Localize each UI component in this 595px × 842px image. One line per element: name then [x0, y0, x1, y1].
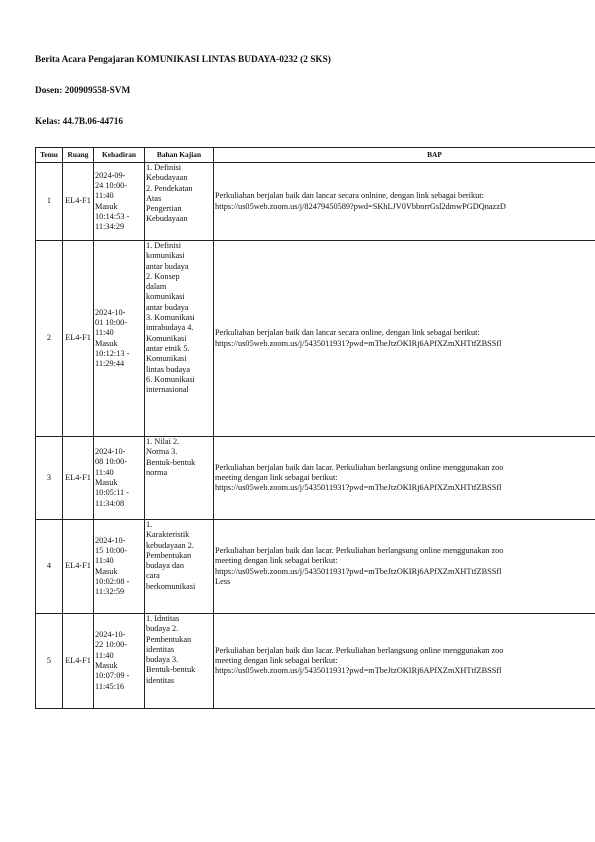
bahan-line: komunikasi — [146, 292, 185, 302]
kehadiran-line: 08 10:00- — [95, 457, 128, 467]
bap-line: https://us05web.zoom.us/j/5435011931?pwd=mTbeJtzOKIRj6APfXZmXHTtfZBSSfl — [215, 338, 502, 348]
kehadiran-line: 11:40 — [95, 556, 114, 566]
bahan-line: 6. Komunikasi — [146, 374, 195, 384]
kehadiran-line: 10:12:13 - — [95, 348, 130, 358]
cell-ruang: EL4-F1 — [63, 614, 94, 709]
bahan-line: Norma 3. — [146, 447, 178, 457]
bahan-line: Pengertian — [146, 204, 182, 214]
col-header-temu: Temu — [36, 148, 63, 163]
bahan-line: Komunikasi — [146, 333, 187, 343]
document-title: Berita Acara Pengajaran KOMUNIKASI LINTAS BUDAYA-0232 (2 SKS) — [35, 55, 331, 65]
kehadiran-line: 11:40 — [95, 328, 114, 338]
bap-line: Perkuliahan berjalan baik dan lacar. Perkuliahan berlangsung online menggunakan zoo — [215, 545, 504, 555]
bahan-line: Karakteristik — [146, 530, 190, 540]
kehadiran-line: 11:45:16 — [95, 681, 125, 691]
bap-line: https://us05web.zoom.us/j/5435011931?pwd=mTbeJtzOKIRj6APfXZmXHTtfZBSSfl — [215, 483, 502, 493]
cell-kehadiran — [94, 614, 145, 709]
cell-bap — [214, 437, 595, 520]
bahan-line: Kebudayaan — [146, 214, 188, 224]
bahan-line: Bentuk-bentuk — [146, 457, 196, 467]
cell-bahan-kajian — [145, 520, 214, 614]
kehadiran-line: Masuk — [95, 478, 118, 487]
cell-temu: 2 — [36, 241, 63, 437]
bahan-line: cara — [146, 571, 160, 581]
bahan-line: intrabudaya 4. — [146, 323, 194, 333]
kehadiran-line: Masuk — [95, 338, 118, 348]
bahan-line: identitas — [146, 644, 175, 654]
bap-line: https://us05web.zoom.us/j/82479450589?pwd=SKhLJV0VbbnrrGsl2dmwPGDQnazzD — [215, 201, 506, 211]
bap-line: Less — [215, 576, 231, 586]
bap-line: https://us05web.zoom.us/j/5435011931?pwd=mTbeJtzOKIRj6APfXZmXHTtfZBSSfl — [215, 566, 502, 576]
bahan-line: Bentuk-bentuk — [146, 665, 196, 675]
table-row — [36, 163, 595, 241]
kehadiran-line: 11:34:29 — [95, 222, 125, 232]
bahan-line: antar budaya — [146, 261, 189, 271]
cell-bahan-kajian — [145, 437, 214, 520]
cell-bap — [214, 614, 595, 709]
kehadiran-line: 11:40 — [95, 650, 114, 660]
col-header-kehadiran: Kehadiran — [94, 148, 145, 163]
bahan-line: 1. Nilai 2. — [146, 437, 180, 446]
bahan-line: antar etnik 5. — [146, 343, 190, 353]
bahan-line: norma — [146, 467, 168, 477]
bahan-line: 1. Definisi — [146, 241, 182, 250]
bahan-line: antar budaya — [146, 302, 189, 312]
cell-bahan-kajian — [145, 241, 214, 437]
bap-line: meeting dengan link sebagai berikut: — [215, 556, 338, 566]
bap-table — [35, 147, 595, 709]
kehadiran-line: 2024-10- — [95, 307, 126, 317]
bahan-line: Komunikasi — [146, 354, 187, 364]
bahan-line: lintas budaya — [146, 364, 191, 374]
cell-kehadiran — [94, 520, 145, 614]
kehadiran-line: Masuk — [95, 661, 118, 670]
bahan-line: 2. Pendekatan — [146, 183, 193, 193]
cell-bap — [214, 520, 595, 614]
kehadiran-line: 22 10:00- — [95, 640, 128, 650]
kehadiran-line: Masuk — [95, 201, 118, 211]
bahan-line: budaya 2. — [146, 624, 179, 634]
kehadiran-line: 11:32:59 — [95, 587, 125, 597]
kehadiran-line: 11:34:08 — [95, 498, 125, 508]
bahan-line: Kebudayaan — [146, 173, 188, 183]
bahan-line: Atas — [146, 193, 162, 203]
kehadiran-line: 2024-10- — [95, 535, 126, 545]
bahan-line: 1. Definisi — [146, 163, 182, 172]
cell-kehadiran — [94, 437, 145, 520]
kehadiran-line: 2024-09- — [95, 170, 126, 180]
bap-line: Perkuliahan berjalan baik dan lacar. Perkuliahan berlangsung online menggunakan zoo — [215, 462, 504, 472]
kehadiran-line: 11:40 — [95, 467, 114, 477]
bahan-line: 1. — [146, 520, 153, 529]
bahan-line: komunikasi — [146, 251, 185, 261]
cell-temu: 3 — [36, 437, 63, 520]
table-row — [36, 437, 595, 520]
bap-line: Perkuliahan berjalan baik dan lacar. Perkuliahan berlangsung online menggunakan zoo — [215, 645, 504, 655]
col-header-bahan-kajian: Bahan Kajian — [145, 148, 214, 163]
cell-ruang: EL4-F1 — [63, 163, 94, 241]
bap-line: meeting dengan link sebagai berikut: — [215, 472, 338, 482]
kehadiran-line: 01 10:00- — [95, 317, 128, 327]
bahan-line: berkomunikasi — [146, 581, 196, 591]
kehadiran-line: 10:07:09 - — [95, 671, 130, 681]
lecturer-line: Dosen: 200909558-SVM — [35, 86, 131, 96]
cell-bahan-kajian — [145, 614, 214, 709]
kehadiran-line: 2024-10- — [95, 447, 126, 457]
cell-bap — [214, 241, 595, 437]
bahan-line: budaya dan — [146, 561, 185, 571]
table-row — [36, 520, 595, 614]
bahan-line: 1. Idntitas — [146, 614, 180, 623]
bahan-line: identitas — [146, 675, 175, 685]
cell-temu: 4 — [36, 520, 63, 614]
kehadiran-line: 10:14:53 - — [95, 211, 130, 221]
cell-bahan-kajian — [145, 163, 214, 241]
bahan-line: Pembentukan — [146, 634, 192, 644]
bahan-line: internasional — [146, 385, 189, 395]
col-header-bap: BAP — [214, 148, 595, 163]
class-line: Kelas: 44.7B.06-44716 — [35, 117, 124, 127]
bap-table-container — [35, 147, 595, 717]
kehadiran-line: 11:29:44 — [95, 359, 125, 369]
table-header-row — [36, 148, 595, 163]
cell-bap — [214, 163, 595, 241]
col-header-ruang: Ruang — [63, 148, 94, 163]
cell-ruang: EL4-F1 — [63, 241, 94, 437]
cell-kehadiran — [94, 241, 145, 437]
cell-temu: 5 — [36, 614, 63, 709]
kehadiran-line: 15 10:00- — [95, 545, 128, 555]
bap-line: Perkuliahan berjalan baik dan lancar secara online, dengan link sebagai berikut: — [215, 328, 480, 338]
bahan-line: budaya 3. — [146, 655, 179, 665]
kehadiran-line: 2024-10- — [95, 630, 126, 640]
kehadiran-line: 10:02:08 - — [95, 576, 130, 586]
bahan-line: Pembentukan — [146, 550, 192, 560]
bap-line: https://us05web.zoom.us/j/5435011931?pwd=mTbeJtzOKIRj6APfXZmXHTtfZBSSfl — [215, 666, 502, 676]
cell-temu: 1 — [36, 163, 63, 241]
bap-line: meeting dengan link sebagai berikut: — [215, 655, 338, 665]
bahan-line: kebudayaan 2. — [146, 540, 194, 550]
cell-ruang: EL4-F1 — [63, 437, 94, 520]
kehadiran-line: 11:40 — [95, 191, 114, 201]
cell-ruang: EL4-F1 — [63, 520, 94, 614]
table-row — [36, 241, 595, 437]
bahan-line: 2. Konsep — [146, 271, 180, 281]
kehadiran-line: 24 10:00- — [95, 180, 128, 190]
cell-kehadiran — [94, 163, 145, 241]
bahan-line: dalam — [146, 282, 167, 292]
bahan-line: 3. Komunikasi — [146, 313, 195, 323]
bap-line: Perkuliahan berjalan baik dan lancar secara onlnine, dengan link sebagai berikut: — [215, 191, 484, 201]
kehadiran-line: Masuk — [95, 566, 118, 576]
kehadiran-line: 10:05:11 - — [95, 488, 130, 498]
table-row — [36, 614, 595, 709]
